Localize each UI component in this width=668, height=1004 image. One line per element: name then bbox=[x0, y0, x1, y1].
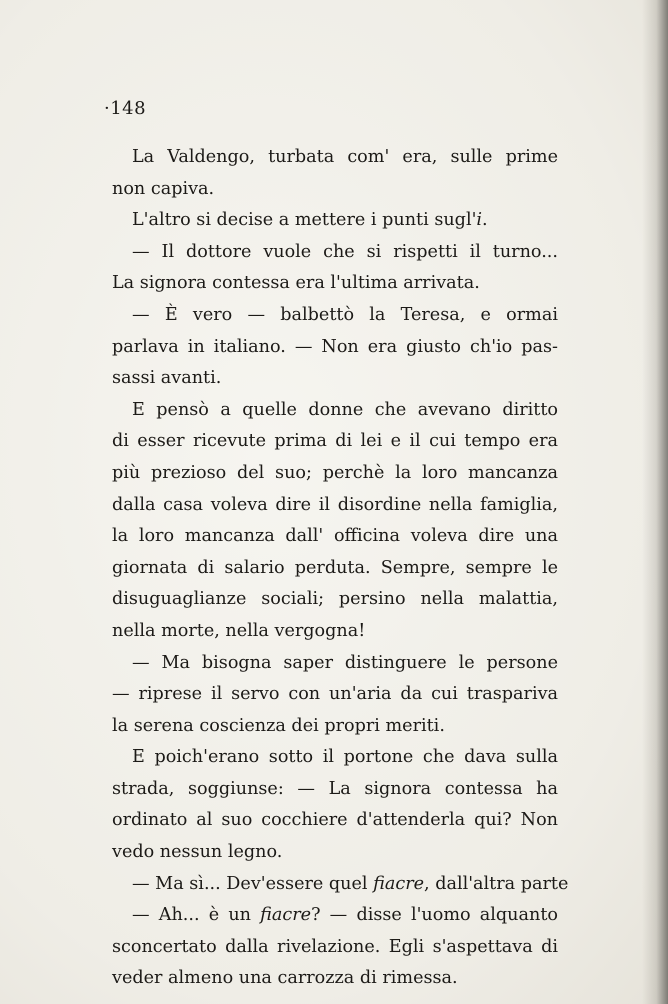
text-line: la serena coscienza dei propri meriti. bbox=[112, 715, 445, 736]
italic-word: fiacre bbox=[260, 905, 312, 926]
text-line: sconcertato dalla rivelazione. Egli s'aspettava di bbox=[112, 936, 558, 957]
text-line: di esser ricevute prima di lei e il cui tempo era bbox=[112, 431, 558, 452]
text-line: la loro mancanza dall' officina voleva dire una bbox=[112, 526, 558, 547]
text-line: più prezioso del suo; perchè la loro mancanza bbox=[112, 462, 558, 483]
text-line: ordinato al suo cocchiere d'attenderla qui? Non bbox=[112, 810, 558, 831]
text-line: dalla casa voleva dire il disordine nella famiglia, bbox=[112, 494, 558, 515]
italic-word: fiacre bbox=[373, 873, 425, 894]
text-line: disuguaglianze sociali; persino nella malattia, bbox=[112, 589, 558, 610]
text-line: — Il dottore vuole che si rispetti il turno... bbox=[132, 241, 558, 262]
text-line: non capiva. bbox=[112, 178, 215, 199]
page-number: ·148 bbox=[104, 98, 147, 119]
text-line: sassi avanti. bbox=[112, 368, 222, 389]
text-line: — È vero — balbettò la Teresa, e ormai bbox=[132, 304, 558, 325]
text-line: La signora contessa era l'ultima arrivata. bbox=[112, 273, 480, 294]
text-line: — Ah... è un fiacre? — disse l'uomo alquanto bbox=[132, 905, 558, 926]
text-line: — riprese il servo con un'aria da cui traspariva bbox=[112, 684, 558, 705]
text-line: E poich'erano sotto il portone che dava sulla bbox=[132, 747, 558, 768]
text-line: veder almeno una carrozza di rimessa. bbox=[112, 968, 458, 989]
text-line: vedo nessun legno. bbox=[112, 842, 283, 863]
text-line: — Ma bisogna saper distinguere le persone bbox=[132, 652, 558, 673]
text-line: strada, soggiunse: — La signora contessa ha bbox=[112, 778, 558, 799]
text-line: parlava in italiano. — Non era giusto ch'io pas- bbox=[112, 336, 558, 357]
text-line: giornata di salario perduta. Sempre, sempre le bbox=[112, 557, 558, 578]
text-line: nella morte, nella vergogna! bbox=[112, 620, 366, 641]
page-edge-shadow bbox=[642, 0, 668, 1004]
text-line: E pensò a quelle donne che avevano diritto bbox=[132, 399, 558, 420]
text-line: La Valdengo, turbata com' era, sulle prime bbox=[132, 147, 558, 167]
italic-word: i bbox=[476, 210, 483, 231]
text-line: — Ma sì... Dev'essere quel fiacre, dall'altra parte bbox=[132, 873, 569, 894]
body-text bbox=[112, 142, 569, 995]
text-line: L'altro si decise a mettere i punti sugl'i. bbox=[132, 210, 488, 231]
